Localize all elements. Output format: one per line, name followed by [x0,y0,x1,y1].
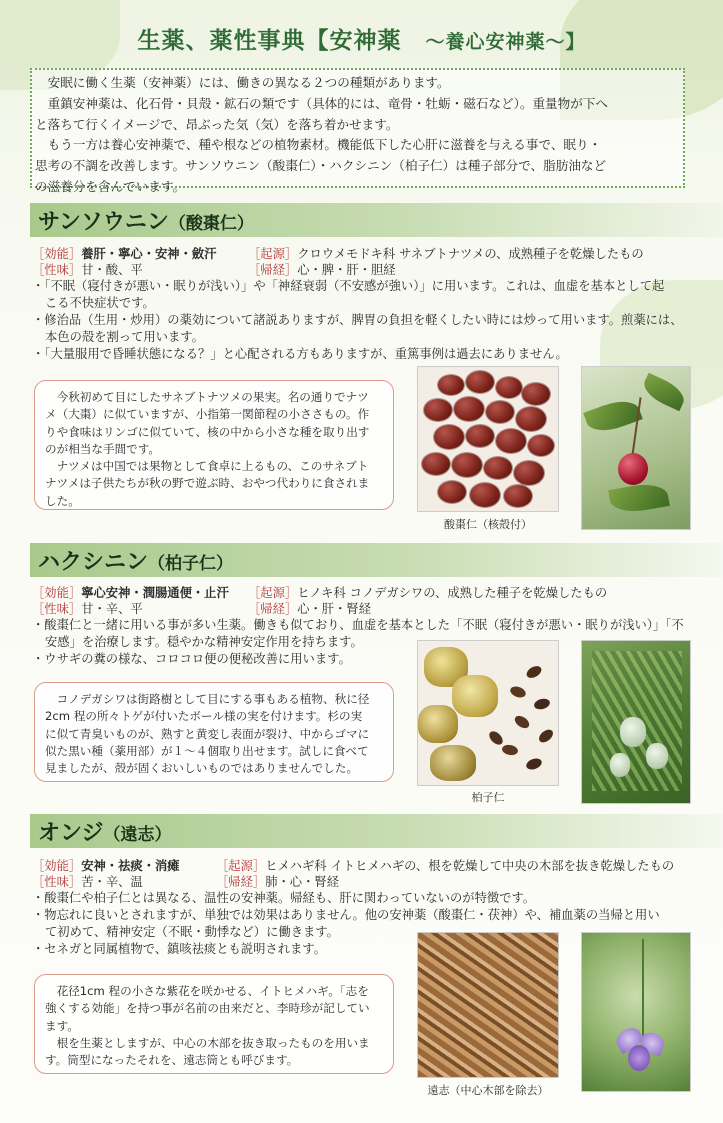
section-body [32,246,692,362]
effect-label: ［効能］ [32,586,82,600]
intro-paragraph: の滋養分を含んでいます。 [35,178,186,194]
bullet-text: ・酸棗仁と一緒に用いる事が多い生薬。働きも似ており、血虚を基本とした「不眠（寝付きが悪い・眠りが浅い）」「不 [32,618,684,633]
section-header-band [30,814,723,848]
section-kanji: （酸棗仁） [168,214,254,234]
effect-label: ［効能］ [32,859,82,873]
effect-value: 養肝・寧心・安神・斂汗 [81,247,217,261]
origin-label: ［起源］ [248,247,298,261]
note-line: 花径1cm 程の小さな紫花を咲かせる、イトヒメハギ。「志を [56,984,369,998]
section-kanji: （柏子仁） [148,554,234,574]
meridian-value: 心・肝・腎経 [297,602,371,617]
note-line: ナツメは子供たちが秋の野で遊ぶ時、おやつ代わりに食されま [45,476,370,491]
effect-value: 寧心安神・潤腸通便・止汗 [81,586,229,600]
section-name: ハクシニン [38,550,149,575]
polygala-flower-photo [581,932,691,1092]
nature-value: 苦・辛、温 [81,875,143,890]
note-line: 根を生薬としますが、中心の木部を抜き取ったものを用いま [56,1035,370,1050]
bullet-text: ・セネガと同属植物で、鎮咳祛痰とも説明されます。 [32,941,326,956]
bullet-text: こる不快症状です。 [45,296,155,311]
bullet-text: ・修治品（生用・炒用）の薬効について諸説ありますが、脾胃の負担を軽くしたい時には炒って用います。煎薬には、 [32,312,683,327]
intro-paragraph: もう一方は養心安神薬で、種や根などの植物素材。機能低下した心肝に滋養を与える事で、眠り・ [47,137,602,153]
meridian-label: ［帰経］ [248,263,298,278]
bullet-text: ・「不眠（寝付きが悪い・眠りが浅い）」や「神経衰弱（不安感が強い）」に用います。これは、血虚を基本として起 [32,279,665,294]
note-box [34,974,394,1074]
note-line: した。 [45,493,80,508]
origin-value: クロウメモドキ科 サネブトナツメの、成熟種子を乾燥したもの [297,247,644,261]
note-line: ます。 [45,1018,79,1033]
section-heading [38,816,171,847]
meridian-label: ［帰経］ [216,875,266,890]
section-heading [38,205,254,236]
nature-value: 甘・辛、平 [81,602,143,617]
note-line: コノデガシワは街路樹として目にする事もある植物、秋に径 [56,692,370,706]
meridian-label: ［帰経］ [248,602,298,617]
photo-caption: 酸棗仁（核殻付） [444,518,532,531]
note-box [34,380,394,510]
polygala-root-photo [417,932,559,1078]
nature-label: ［性味］ [32,602,82,617]
note-line: ナツメは中国では果物として食卓に上るもの、このサネブト [56,459,369,474]
note-line: メ（大棗）に似ていますが、小指第一関節程の小ささもの。作 [45,407,370,422]
intro-paragraph: 思考の不調を改善します。サンソウニン（酸棗仁）・ハクシニン（柏子仁）は種子部分で、脂肪油など [35,158,607,174]
meridian-value: 心・脾・肝・胆経 [297,263,396,278]
origin-value: ヒメハギ科 イトヒメハギの、根を乾燥して中央の木部を抜き乾燥したもの [265,859,675,873]
origin-label: ［起源］ [216,859,266,873]
note-line: す。筒型になったそれを、遠志筒とも呼びます。 [45,1053,299,1068]
effect-value: 安神・祛痰・消瘫 [81,859,180,873]
nature-label: ［性味］ [32,875,82,890]
intro-paragraph: と落ちて行くイメージで、昂ぶった気（気）を落ち着かせます。 [35,116,399,132]
note-line: りや食味はリンゴに似ていて、核の中から小さな種を取り出す [45,424,370,439]
note-line: のが相当な手間です。 [45,441,161,456]
page-title [0,22,723,55]
section-name: サンソウニン [38,210,169,235]
section-header-band [30,203,723,237]
jujube-seeds-photo [417,366,559,512]
bullet-text: ・酸棗仁や柏子仁とは異なる、温性の安神薬。帰経も、肝に関わっていないのが特徴です。 [32,891,536,906]
title-sub: ～養心安神薬～】 [425,31,586,53]
intro-paragraph: 安眠に働く生薬（安神薬）には、働きの異なる２つの種類があります。 [47,75,450,90]
note-box [34,682,394,782]
arborvitae-seeds-photo [417,640,559,786]
intro-paragraph: 重鎮安神薬は、化石骨・貝殻・鉱石の類です（具体的には、竜骨・牡蛎・磁石など）。重量物が下へ [47,95,609,111]
nature-label: ［性味］ [32,263,82,278]
nature-value: 甘・酸、平 [81,263,143,278]
bullet-text: 本色の殻を割って用います。 [45,329,204,344]
section-kanji: （遠志） [103,825,172,845]
meridian-value: 肺・心・腎経 [265,875,339,890]
origin-label: ［起源］ [248,586,298,600]
bullet-text: ・「大量服用で昏睡状態になる？」と心配される方もありますが、重篤事例は過去にありません。 [32,346,568,361]
section-name: オンジ [38,821,104,846]
title-main: 生薬、薬性事典【安神薬 [137,28,402,54]
bullet-text: て初めて、精神安定（不眠・動悸など）に働きます。 [45,924,339,939]
note-line: に似て青臭いものが、熟すと黄変し表面が裂け、中からゴマに [45,726,370,741]
origin-value: ヒノキ科 コノデガシワの、成熟した種子を乾燥したもの [297,586,608,600]
bullet-text: 安感」を治療します。穏やかな精神安定作用を持ちます。 [45,635,363,650]
note-line: 見ましたが、殻が固くおいしいものではありませんでした。 [45,761,359,776]
arborvitae-plant-photo [581,640,691,804]
section-heading [38,545,233,576]
note-line: 2cm 程の所々トゲが付いたボール様の実を付けます。杉の実 [45,709,363,724]
bullet-text: ・ウサギの糞の様な、コロコロ便の便秘改善に用います。 [32,651,351,666]
note-line: 今秋初めて目にしたサネブトナツメの果実。名の通りでナツ [56,390,369,404]
note-line: 強くする効能」を持つ事が名前の由来だと、李時珍が記してい [45,1001,370,1016]
jujube-fruit-photo [581,366,691,530]
photo-caption: 柏子仁 [471,791,505,804]
photo-caption: 遠志（中心木部を除去） [427,1084,549,1097]
effect-label: ［効能］ [32,247,82,261]
bullet-text: ・物忘れに良いとされますが、単独では効果はありません。他の安神薬（酸棗仁・茯神）や、補血薬の当帰と用い [32,908,660,923]
section-header-band [30,543,723,577]
intro-box [30,68,685,194]
note-line: 似た黒い種（薬用部）が１～４個取り出せます。試しに食べて [45,743,369,758]
